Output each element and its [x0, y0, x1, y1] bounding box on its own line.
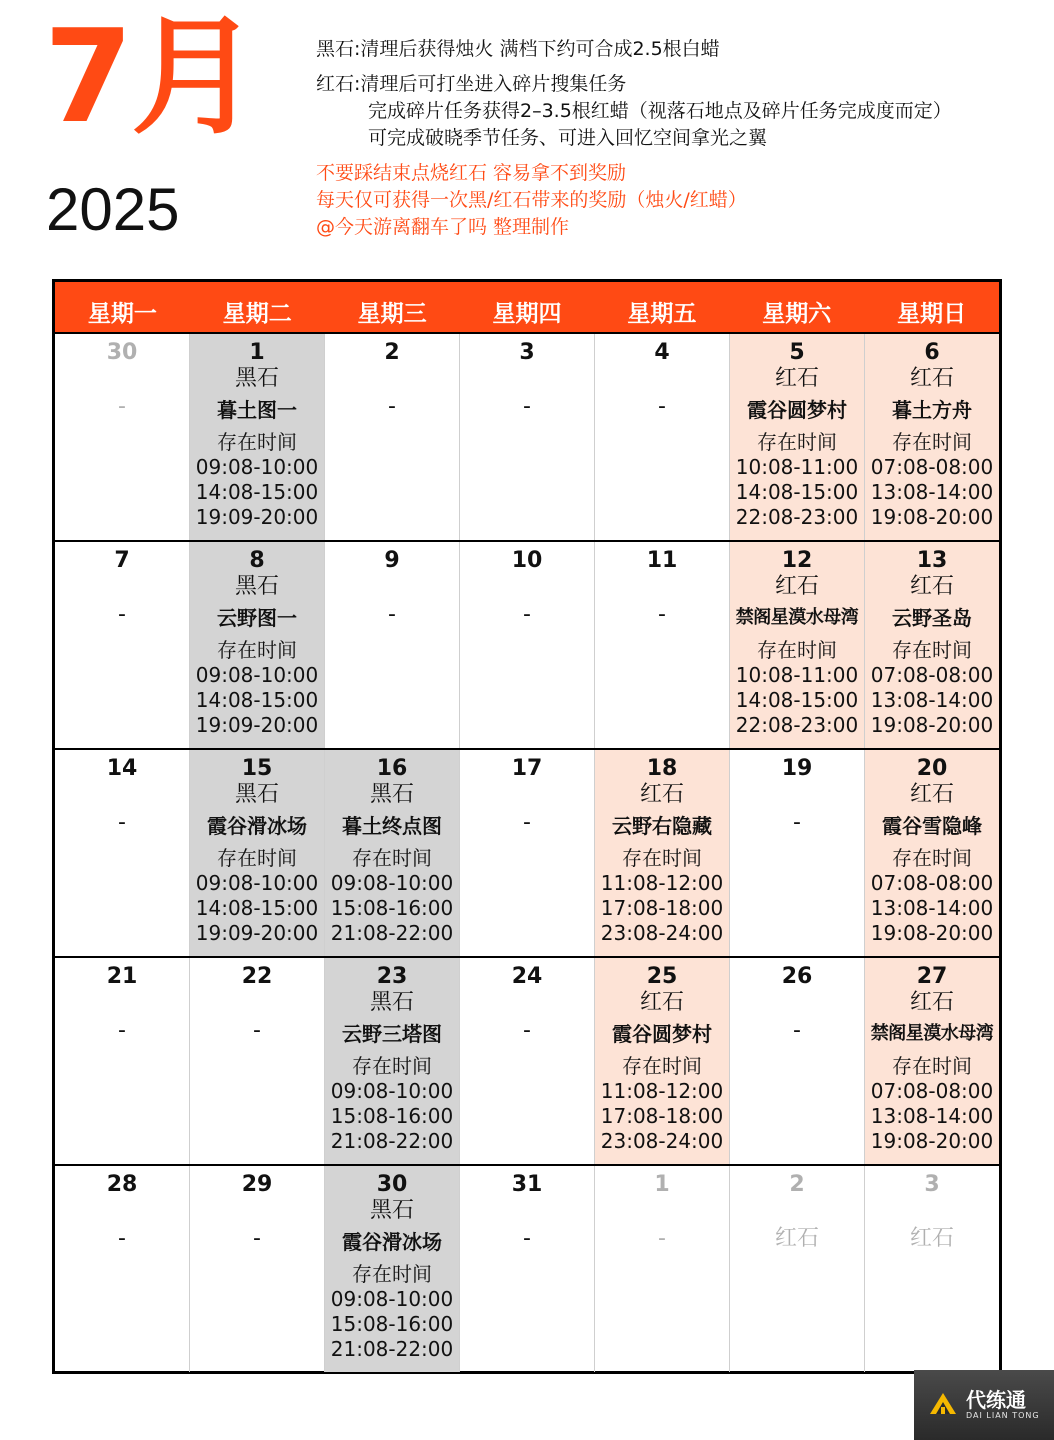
day-cell: [190, 542, 325, 748]
time-label: 存在时间: [352, 846, 432, 870]
day-number: 30: [376, 1172, 408, 1197]
empty-day-dash: -: [523, 1018, 531, 1043]
day-cell: [55, 542, 190, 748]
time-list: [325, 846, 459, 946]
day-cell: [325, 542, 460, 748]
time-label: 存在时间: [352, 1262, 432, 1286]
day-cell: [595, 334, 730, 540]
time-slot: 19:08-20:00: [870, 505, 994, 529]
stone-type: 黑石: [369, 1198, 414, 1223]
time-slot: 17:08-18:00: [600, 1104, 724, 1128]
note-red-stone: 红石:清理后可打坐进入碎片搜集任务: [316, 73, 627, 95]
day-number: 29: [241, 1172, 273, 1197]
day-cell: [55, 750, 190, 956]
time-list: [190, 430, 324, 530]
stone-type: 黑石: [234, 574, 279, 599]
helmet-logo-icon: [926, 1388, 960, 1422]
time-slot: 10:08-11:00: [735, 455, 859, 479]
time-list: [595, 846, 729, 946]
time-slot: 22:08-23:00: [735, 505, 859, 529]
empty-day-dash: -: [523, 810, 531, 835]
stone-location: 禁阁星漠水母湾: [735, 607, 859, 628]
stone-location: 霞谷圆梦村: [747, 398, 847, 422]
logo-text: [966, 1389, 1040, 1421]
day-cell: [595, 1166, 730, 1372]
day-cell: [325, 750, 460, 956]
stone-location: 云野圣岛: [892, 606, 972, 630]
day-number: 31: [511, 1172, 543, 1197]
time-slot: 19:09-20:00: [195, 505, 319, 529]
time-slot: 09:08-10:00: [195, 871, 319, 895]
stone-location: 霞谷滑冰场: [342, 1230, 442, 1254]
stone-type: 红石: [774, 366, 819, 391]
day-number: 30: [106, 340, 138, 365]
weekday-header: [55, 282, 999, 334]
time-slot: 14:08-15:00: [735, 688, 859, 712]
day-number: 1: [249, 340, 265, 365]
time-label: 存在时间: [757, 430, 837, 454]
time-slot: 09:08-10:00: [330, 871, 454, 895]
time-list: [325, 1054, 459, 1154]
day-cell: [730, 542, 865, 748]
day-number: 1: [654, 1172, 670, 1197]
stone-location: 云野三塔图: [342, 1022, 442, 1046]
time-slot: 09:08-10:00: [195, 455, 319, 479]
stone-type: 黑石: [234, 782, 279, 807]
stone-type: 红石: [909, 782, 954, 807]
stone-type: 红石: [909, 366, 954, 391]
day-cell: [595, 542, 730, 748]
empty-day-dash: -: [118, 1018, 126, 1043]
calendar-week-row: [55, 750, 999, 958]
weekday-label: 星期一: [87, 300, 157, 327]
day-number: 26: [781, 964, 813, 989]
day-number: 25: [646, 964, 678, 989]
day-number: 16: [376, 756, 408, 781]
day-cell: [325, 958, 460, 1164]
time-list: [865, 846, 999, 946]
stone-location: 云野图一: [217, 606, 297, 630]
stone-type: 红石: [909, 990, 954, 1015]
time-slot: 19:09-20:00: [195, 921, 319, 945]
day-number: 10: [511, 548, 543, 573]
day-number: 3: [924, 1172, 940, 1197]
warning-note: 每天仅可获得一次黑/红石带来的奖励（烛火/红蜡）: [316, 189, 747, 211]
time-slot: 21:08-22:00: [330, 1129, 454, 1153]
time-slot: 21:08-22:00: [330, 921, 454, 945]
day-cell: [730, 1166, 865, 1372]
time-slot: 13:08-14:00: [870, 480, 994, 504]
time-slot: 09:08-10:00: [330, 1287, 454, 1311]
time-label: 存在时间: [757, 638, 837, 662]
year-label: 2025: [46, 176, 180, 243]
time-slot: 19:08-20:00: [870, 1129, 994, 1153]
time-label: 存在时间: [892, 638, 972, 662]
empty-day-dash: -: [793, 810, 801, 835]
time-slot: 22:08-23:00: [735, 713, 859, 737]
empty-day-dash: -: [658, 1226, 666, 1251]
day-cell: [55, 958, 190, 1164]
calendar-week-row: [55, 1166, 999, 1372]
credit-note: @今天游离翻车了吗 整理制作: [316, 216, 570, 238]
time-slot: 23:08-24:00: [600, 1129, 724, 1153]
empty-day-dash: -: [388, 602, 396, 627]
day-number: 5: [789, 340, 805, 365]
time-list: [865, 430, 999, 530]
time-slot: 14:08-15:00: [195, 688, 319, 712]
time-label: 存在时间: [352, 1054, 432, 1078]
stone-location: 禁阁星漠水母湾: [870, 1023, 994, 1044]
stone-location: 霞谷滑冰场: [207, 814, 307, 838]
time-slot: 17:08-18:00: [600, 896, 724, 920]
time-slot: 07:08-08:00: [870, 455, 994, 479]
stone-type: 红石: [774, 574, 819, 599]
day-number: 21: [106, 964, 138, 989]
weekday-label: 星期三: [357, 300, 427, 327]
empty-day-dash: -: [118, 810, 126, 835]
day-cell: [865, 1166, 999, 1372]
day-cell: [190, 1166, 325, 1372]
time-label: 存在时间: [892, 846, 972, 870]
day-number: 12: [781, 548, 813, 573]
time-slot: 21:08-22:00: [330, 1337, 454, 1361]
time-slot: 14:08-15:00: [735, 480, 859, 504]
day-cell: [730, 750, 865, 956]
weekday-label: 星期日: [897, 300, 967, 327]
time-label: 存在时间: [892, 1054, 972, 1078]
empty-day-dash: -: [388, 394, 396, 419]
weekday-label: 星期五: [627, 300, 697, 327]
day-cell: [730, 958, 865, 1164]
day-cell: [325, 334, 460, 540]
calendar-body: [55, 334, 999, 1372]
time-list: [865, 638, 999, 738]
time-slot: 14:08-15:00: [195, 480, 319, 504]
day-number: 23: [376, 964, 408, 989]
day-number: 27: [916, 964, 948, 989]
day-number: 8: [249, 548, 265, 573]
empty-day-dash: -: [658, 394, 666, 419]
stone-type: 黑石: [369, 782, 414, 807]
warning-note: 不要踩结束点烧红石 容易拿不到奖励: [316, 162, 627, 184]
empty-day-dash: -: [118, 602, 126, 627]
day-number: 20: [916, 756, 948, 781]
stone-type: 红石: [639, 782, 684, 807]
empty-day-dash: -: [658, 602, 666, 627]
day-cell: [190, 750, 325, 956]
day-cell: [595, 958, 730, 1164]
time-slot: 09:08-10:00: [195, 663, 319, 687]
stone-location: 云野右隐藏: [612, 814, 712, 838]
day-cell: [595, 750, 730, 956]
day-number: 17: [511, 756, 543, 781]
stone-location: 暮土终点图: [342, 814, 442, 838]
day-number: 24: [511, 964, 543, 989]
weekday-label: 星期四: [492, 300, 562, 327]
day-cell: [460, 958, 595, 1164]
time-slot: 07:08-08:00: [870, 1079, 994, 1103]
time-list: [865, 1054, 999, 1154]
day-number: 6: [924, 340, 940, 365]
time-label: 存在时间: [892, 430, 972, 454]
logo-name: 代练通: [966, 1388, 1026, 1412]
time-list: [325, 1262, 459, 1362]
calendar-grid: [52, 279, 1002, 1374]
time-list: [190, 638, 324, 738]
stone-type: 红石: [774, 1226, 819, 1251]
note-red-stone-detail: 完成碎片任务获得2–3.5根红蜡（视落石地点及碎片任务完成度而定）: [368, 100, 952, 122]
calendar-week-row: [55, 334, 999, 542]
day-cell: [730, 334, 865, 540]
day-cell: [325, 1166, 460, 1372]
empty-day-dash: -: [523, 394, 531, 419]
note-black-stone: 黑石:清理后获得烛火 满档下约可合成2.5根白蜡: [316, 38, 720, 60]
time-slot: 11:08-12:00: [600, 871, 724, 895]
time-slot: 13:08-14:00: [870, 688, 994, 712]
day-number: 11: [646, 548, 678, 573]
stone-type: 红石: [639, 990, 684, 1015]
day-cell: [460, 750, 595, 956]
stone-location: 暮土方舟: [892, 398, 972, 422]
time-list: [595, 1054, 729, 1154]
stone-type: 红石: [909, 1226, 954, 1251]
calendar-week-row: [55, 958, 999, 1166]
brand-logo: [914, 1370, 1054, 1440]
time-slot: 23:08-24:00: [600, 921, 724, 945]
logo-subtitle: DAI LIAN TONG: [966, 1411, 1040, 1420]
stone-type: 黑石: [369, 990, 414, 1015]
time-list: [730, 430, 864, 530]
time-list: [730, 638, 864, 738]
empty-day-dash: -: [793, 1018, 801, 1043]
time-slot: 13:08-14:00: [870, 896, 994, 920]
day-number: 15: [241, 756, 273, 781]
day-number: 3: [519, 340, 535, 365]
day-cell: [865, 334, 999, 540]
time-slot: 14:08-15:00: [195, 896, 319, 920]
day-number: 14: [106, 756, 138, 781]
time-slot: 15:08-16:00: [330, 1104, 454, 1128]
time-label: 存在时间: [217, 430, 297, 454]
day-number: 7: [114, 548, 130, 573]
day-cell: [460, 542, 595, 748]
time-slot: 10:08-11:00: [735, 663, 859, 687]
day-number: 4: [654, 340, 670, 365]
time-label: 存在时间: [217, 638, 297, 662]
stone-type: 红石: [909, 574, 954, 599]
stone-location: 霞谷圆梦村: [612, 1022, 712, 1046]
weekday-label: 星期六: [762, 300, 832, 327]
day-cell: [460, 334, 595, 540]
time-slot: 11:08-12:00: [600, 1079, 724, 1103]
day-cell: [55, 1166, 190, 1372]
time-label: 存在时间: [217, 846, 297, 870]
time-slot: 09:08-10:00: [330, 1079, 454, 1103]
time-label: 存在时间: [622, 1054, 702, 1078]
notes-panel: [316, 36, 1046, 241]
empty-day-dash: -: [253, 1018, 261, 1043]
empty-day-dash: -: [523, 602, 531, 627]
day-number: 19: [781, 756, 813, 781]
weekday-label: 星期二: [222, 300, 292, 327]
time-slot: 07:08-08:00: [870, 663, 994, 687]
day-number: 28: [106, 1172, 138, 1197]
time-label: 存在时间: [622, 846, 702, 870]
day-number: 2: [384, 340, 400, 365]
day-cell: [460, 1166, 595, 1372]
day-number: 18: [646, 756, 678, 781]
time-slot: 07:08-08:00: [870, 871, 994, 895]
calendar-week-row: [55, 542, 999, 750]
day-cell: [190, 958, 325, 1164]
day-number: 9: [384, 548, 400, 573]
note-red-stone-detail: 可完成破晓季节任务、可进入回忆空间拿光之翼: [368, 127, 768, 149]
stone-location: 暮土图一: [217, 398, 297, 422]
day-cell: [865, 750, 999, 956]
day-cell: [865, 958, 999, 1164]
day-number: 22: [241, 964, 273, 989]
day-cell: [190, 334, 325, 540]
time-slot: 15:08-16:00: [330, 1312, 454, 1336]
stone-location: 霞谷雪隐峰: [882, 814, 982, 838]
stone-type: 黑石: [234, 366, 279, 391]
time-slot: 19:08-20:00: [870, 921, 994, 945]
time-slot: 13:08-14:00: [870, 1104, 994, 1128]
day-cell: [865, 542, 999, 748]
empty-day-dash: -: [118, 394, 126, 419]
month-title: 7月: [44, 3, 258, 152]
time-list: [190, 846, 324, 946]
empty-day-dash: -: [118, 1226, 126, 1251]
day-number: 2: [789, 1172, 805, 1197]
day-cell: [55, 334, 190, 540]
time-slot: 15:08-16:00: [330, 896, 454, 920]
time-slot: 19:09-20:00: [195, 713, 319, 737]
day-number: 13: [916, 548, 948, 573]
empty-day-dash: -: [253, 1226, 261, 1251]
time-slot: 19:08-20:00: [870, 713, 994, 737]
empty-day-dash: -: [523, 1226, 531, 1251]
